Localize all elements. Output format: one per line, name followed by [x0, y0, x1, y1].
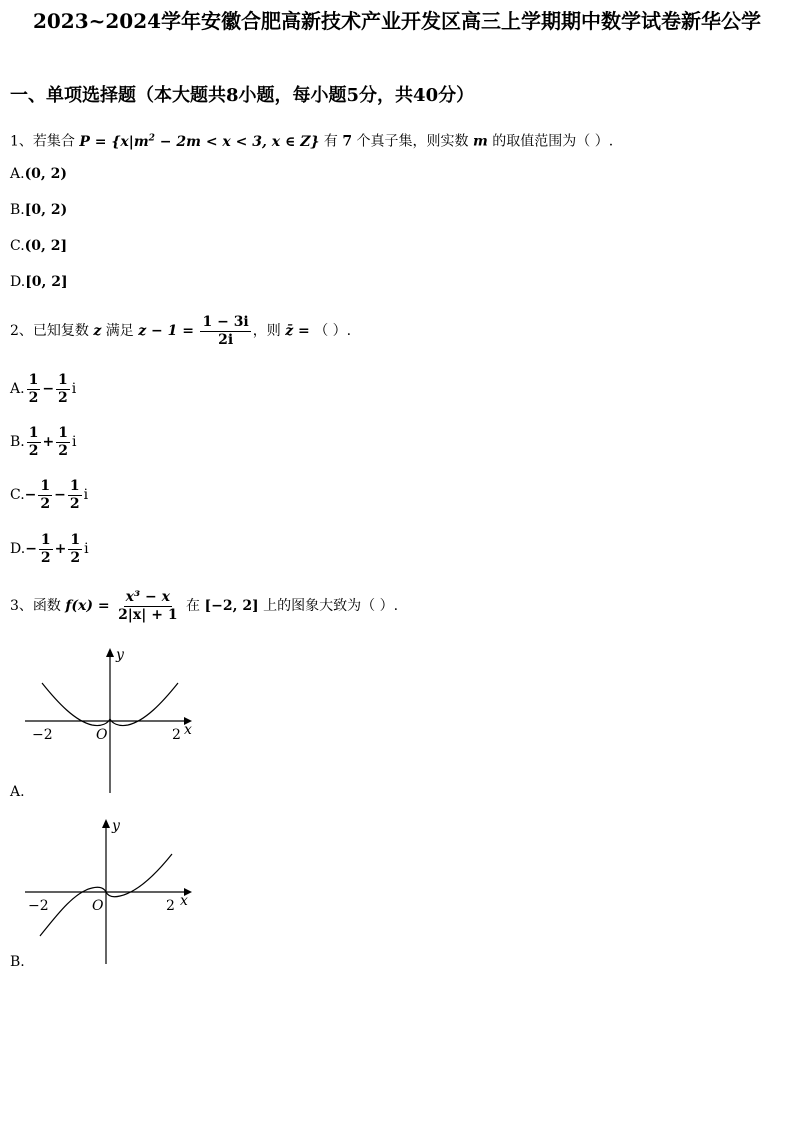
question-1	[10, 128, 613, 152]
question-text: 在	[186, 598, 201, 614]
question-text: ，则	[252, 323, 281, 339]
conjugate-z: z̄ =	[285, 323, 310, 339]
tick-neg-2: −2	[32, 727, 53, 743]
variable-m: m	[472, 133, 488, 150]
question-text: （ ）.	[314, 323, 352, 339]
y-axis-label: y	[116, 647, 124, 663]
q2-option-d[interactable]: D.− $\frac{1}{2}$ + $\frac{1}{2}$ i	[10, 531, 89, 566]
variable-z: z	[93, 323, 102, 339]
q2-option-c[interactable]: C.− $\frac{1}{2}$ − $\frac{1}{2}$ i	[10, 477, 89, 512]
set-p-expression: $P = \{x|m^2 - 2m < x < 3$, x ∈ Z}	[79, 133, 320, 150]
q3-option-a-label[interactable]: A.	[10, 784, 25, 800]
question-text: 的取值范围为（ ）.	[492, 133, 614, 150]
count-seven: 7	[342, 133, 353, 150]
question-number: 3、	[10, 598, 33, 614]
question-text: 已知复数	[32, 323, 89, 339]
q3-graph-a[interactable]	[20, 645, 200, 795]
y-axis-label: y	[112, 818, 120, 834]
tick-neg-2: −2	[28, 898, 49, 914]
q1-option-a[interactable]: A.(0, 2)	[10, 166, 68, 182]
tick-pos-2: 2	[172, 727, 181, 743]
equation-lhs: z − 1 =	[138, 323, 195, 339]
page-title: 2023~2024学年安徽合肥高新技术产业开发区高三上学期期中数学试卷新华公学	[32, 9, 762, 33]
q2-option-b[interactable]: B. $\frac{1}{2}$ + $\frac{1}{2}$ i	[10, 424, 77, 459]
question-text: 有	[323, 133, 338, 150]
question-text: 上的图象大致为（ ）.	[263, 598, 399, 614]
question-number: 2、	[10, 323, 33, 339]
q1-option-b[interactable]: B.[0, 2)	[10, 202, 68, 218]
question-text: 满足	[105, 323, 134, 339]
q2-option-a[interactable]: A. $\frac{1}{2}$ − $\frac{1}{2}$ i	[10, 371, 77, 406]
section-heading: 一、单项选择题（本大题共8小题，每小题5分，共40分）	[10, 85, 475, 106]
q3-option-b-label[interactable]: B.	[10, 954, 25, 970]
question-text: 个真子集，则实数	[356, 133, 469, 150]
tick-pos-2: 2	[166, 898, 175, 914]
x-axis-label: x	[180, 893, 188, 909]
interval: [−2, 2]	[204, 598, 259, 614]
origin-label: O	[96, 727, 108, 743]
question-number: 1、	[10, 133, 33, 150]
q3-graph-b[interactable]	[20, 816, 200, 966]
x-axis-label: x	[184, 722, 192, 738]
function-fx: f(x) =	[65, 598, 110, 614]
fraction: $\frac{\text{x³ − x}}{2|x| + 1}$	[118, 588, 178, 623]
fraction: $\frac{1 - 3i}{2i}$	[202, 313, 249, 348]
question-2	[10, 312, 351, 350]
q1-option-d[interactable]: D.[0, 2]	[10, 274, 68, 290]
q1-option-c[interactable]: C.(0, 2]	[10, 238, 68, 254]
question-text: 函数	[32, 598, 61, 614]
question-text: 若集合	[32, 133, 75, 150]
origin-label: O	[92, 898, 104, 914]
question-3	[10, 586, 398, 626]
